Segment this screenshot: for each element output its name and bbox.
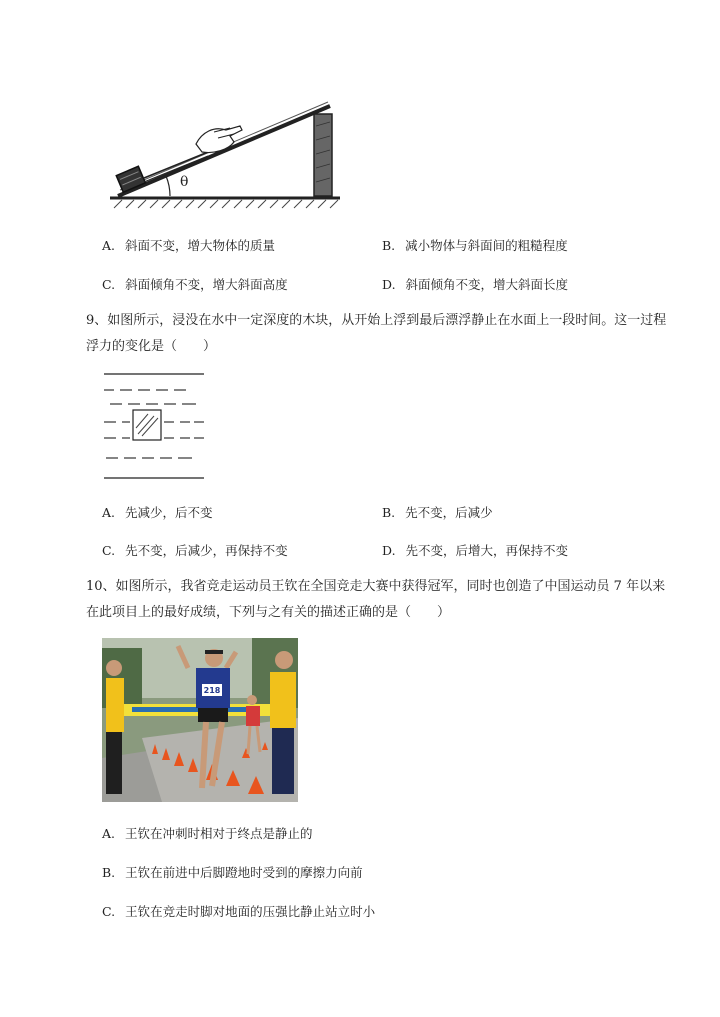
option-label: C.	[102, 277, 116, 292]
option-label: C.	[102, 543, 116, 558]
option-text: 王钦在竞走时脚对地面的压强比静止站立时小	[125, 904, 376, 919]
q9-option-d[interactable]	[382, 541, 568, 559]
option-label: B.	[382, 505, 396, 520]
theta-label: θ	[180, 174, 189, 190]
q9-stem-line1: 9、如图所示，浸没在水中一定深度的木块，从开始上浮到最后漂浮静止在水面上一段时间。这一过程	[86, 313, 667, 328]
q8-option-d[interactable]	[382, 275, 568, 293]
option-label: B.	[382, 238, 396, 253]
option-label: D.	[382, 277, 396, 292]
incline-figure	[104, 92, 344, 214]
option-text: 王钦在冲刺时相对于终点是静止的	[125, 826, 313, 841]
q8-option-b[interactable]	[382, 236, 568, 254]
q9-stem-line2: 浮力的变化是（ ）	[86, 339, 217, 354]
q10-option-c[interactable]	[102, 902, 375, 920]
q9-option-b[interactable]	[382, 503, 493, 521]
option-text: 先不变，后减少，再保持不变	[125, 543, 288, 558]
q8-option-a[interactable]	[102, 236, 275, 254]
q10-stem-line2: 在此项目上的最好成绩，下列与之有关的描述正确的是（ ）	[86, 605, 451, 620]
q9-option-c[interactable]	[102, 541, 288, 559]
q9-option-a[interactable]	[102, 503, 213, 521]
option-label: A.	[102, 238, 116, 253]
option-label: C.	[102, 904, 116, 919]
q10-stem	[86, 574, 686, 626]
option-text: 先不变，后增大，再保持不变	[405, 543, 569, 558]
option-text: 王钦在前进中后脚蹬地时受到的摩擦力向前	[125, 865, 363, 880]
q8-option-c[interactable]	[102, 275, 288, 293]
q10-stem-line1: 10、如图所示，我省竞走运动员王钦在全国竞走大赛中获得冠军，同时也创造了中国运动员 7 年以来	[86, 579, 666, 594]
q10-option-b[interactable]	[102, 863, 363, 881]
option-text: 减小物体与斜面间的粗糙程度	[405, 238, 568, 253]
option-text: 先减少，后不变	[125, 505, 213, 520]
water-block-figure	[102, 366, 208, 486]
option-text: 斜面不变，增大物体的质量	[125, 238, 276, 253]
option-label: D.	[382, 543, 396, 558]
q10-option-a[interactable]	[102, 824, 313, 842]
option-text: 斜面倾角不变，增大斜面长度	[405, 277, 569, 292]
option-text: 先不变，后减少	[405, 505, 493, 520]
option-text: 斜面倾角不变，增大斜面高度	[125, 277, 288, 292]
option-label: B.	[102, 865, 116, 880]
race-walker-photo	[102, 638, 298, 802]
option-label: A.	[102, 826, 116, 841]
q9-stem	[86, 308, 686, 360]
option-label: A.	[102, 505, 116, 520]
bib-number: 218	[203, 686, 221, 695]
